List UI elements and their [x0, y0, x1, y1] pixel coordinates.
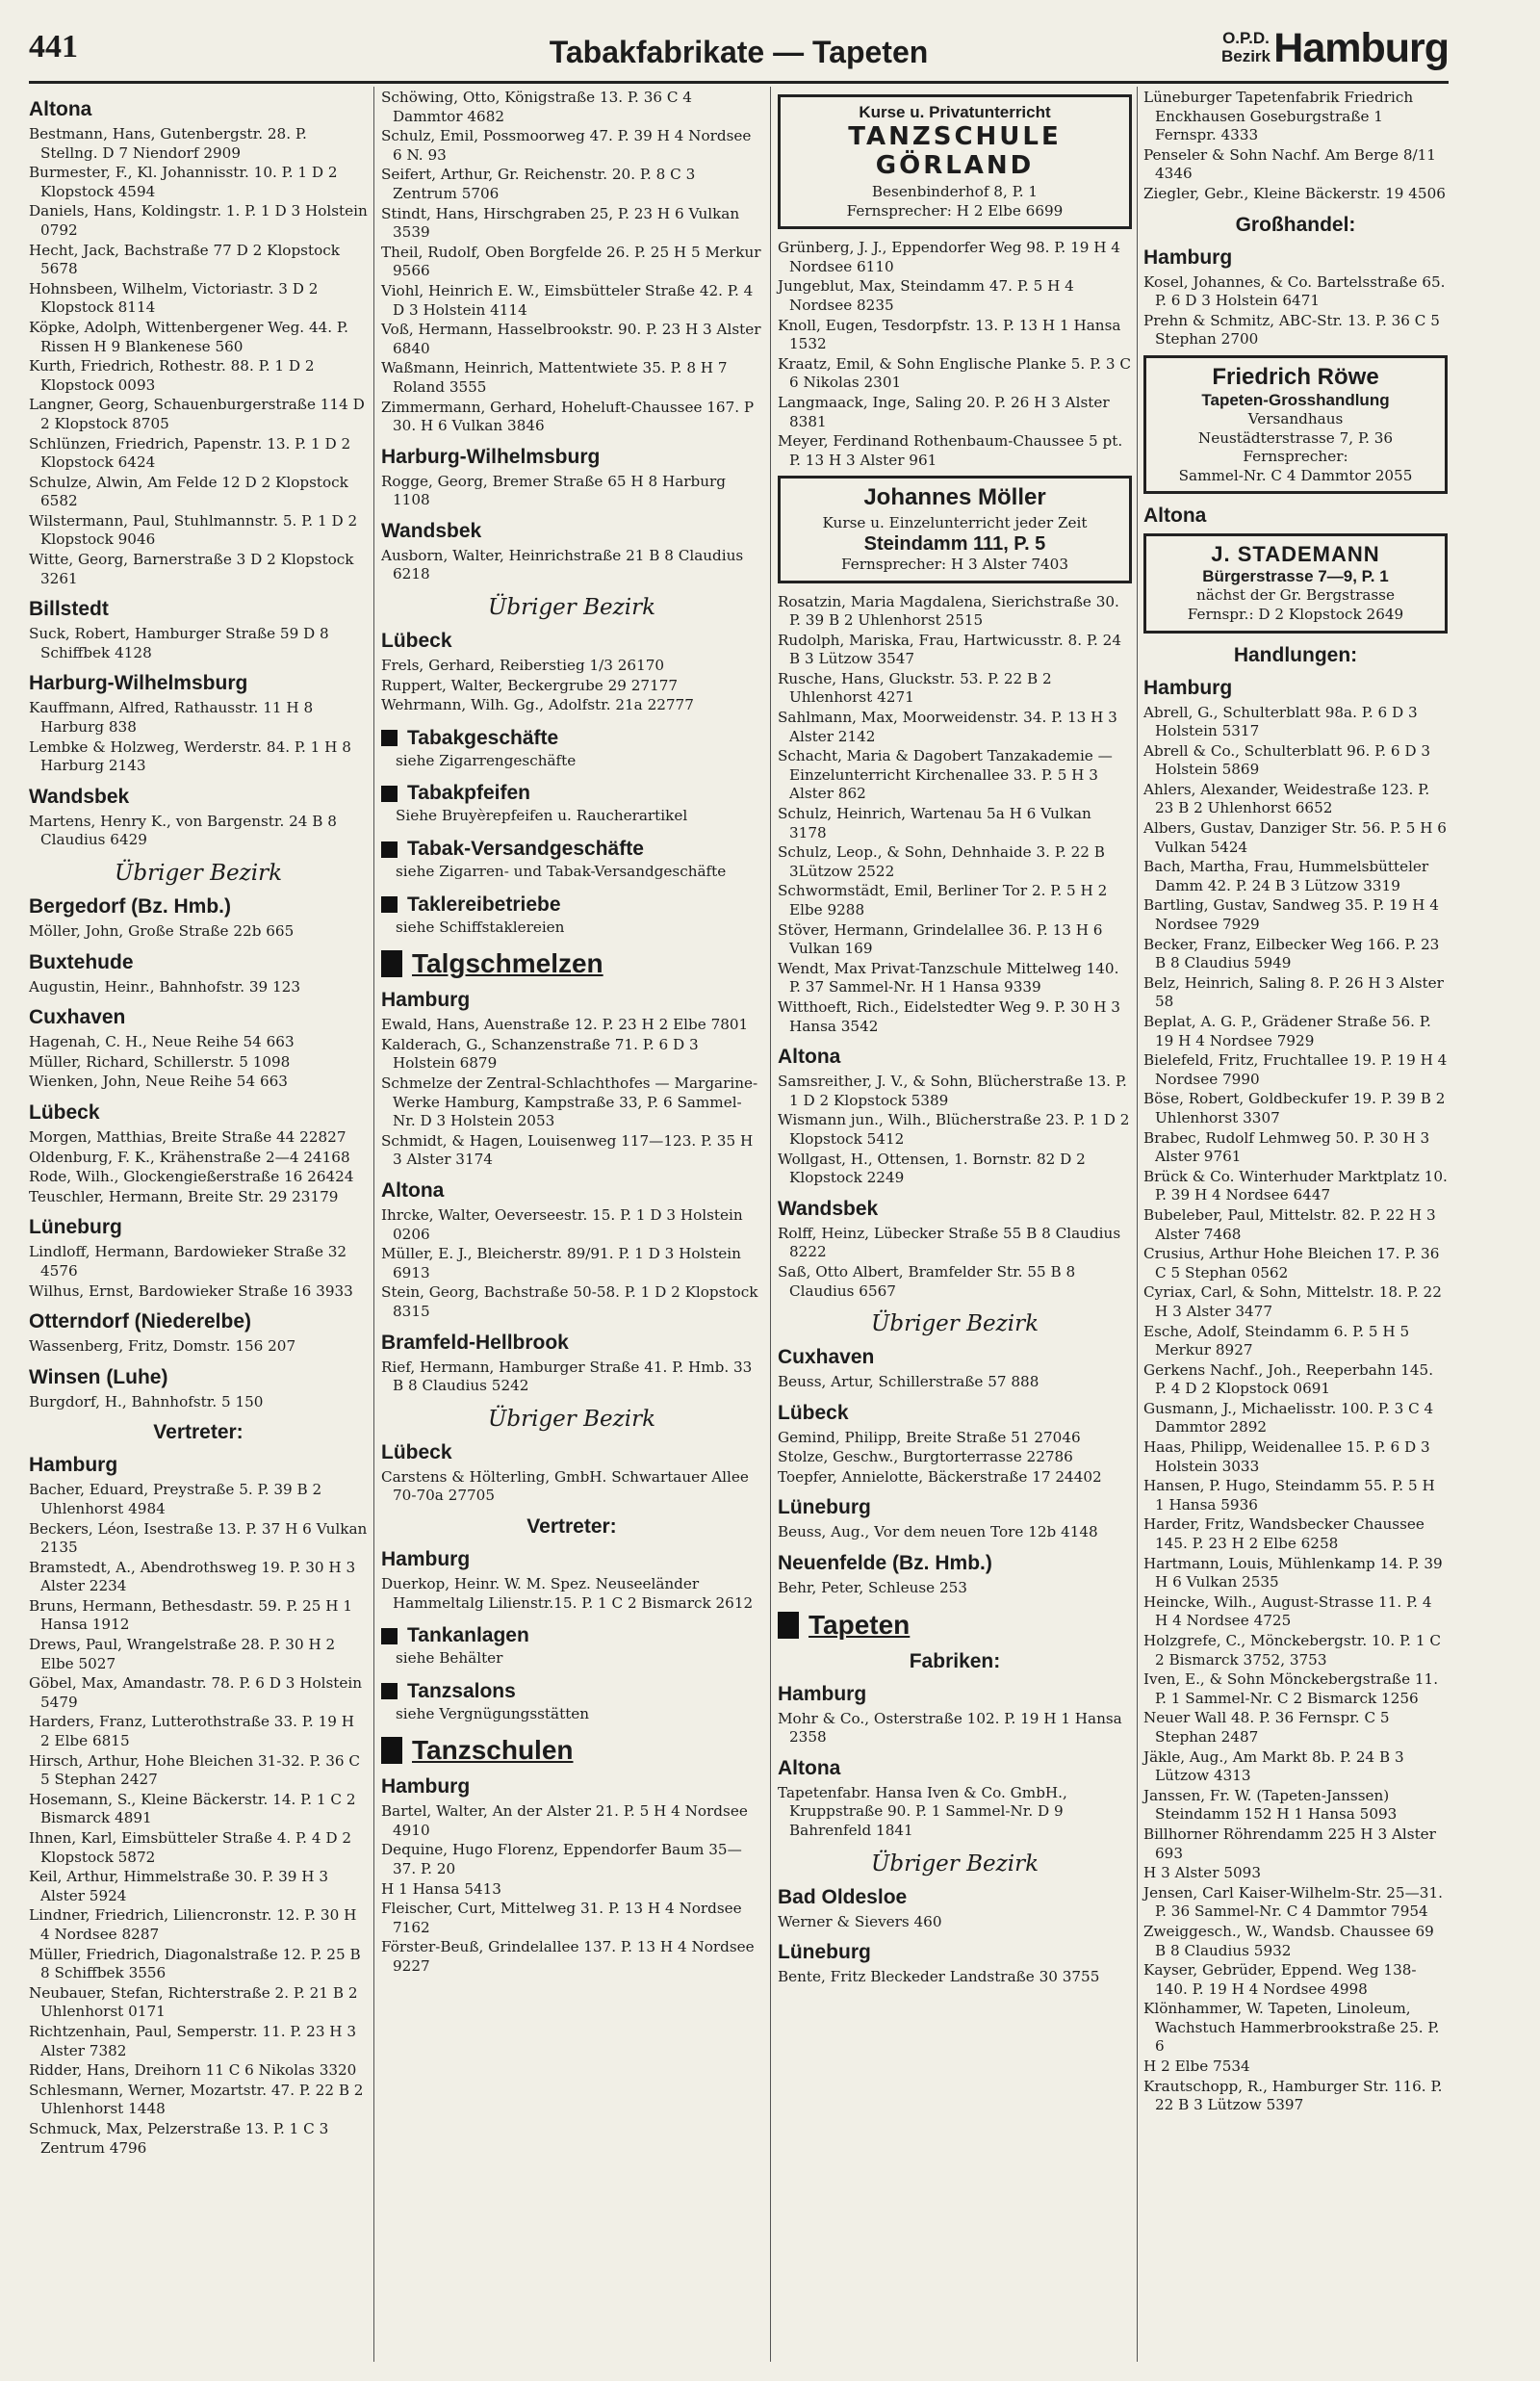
listing-entry: Mohr & Co., Osterstraße 102. P. 19 H 1 Hansa 2358 — [778, 1709, 1122, 1747]
column-rule — [770, 87, 771, 2362]
section-heading: Wandsbek — [381, 519, 482, 542]
square-bullet-icon — [381, 950, 402, 977]
listing-entry: Martens, Henry K., von Bargenstr. 24 B 8 Claudius 6429 — [29, 812, 337, 849]
category-heading — [381, 838, 762, 861]
listing-entry: Bielefeld, Fritz, Fruchtallee 19. P. 19 H 4 Nordsee 7990 — [1143, 1051, 1448, 1088]
listing-entry: Gusmann, J., Michaelisstr. 100. P. 3 C 4 Dammtor 2892 — [1143, 1399, 1434, 1436]
cross-reference: siehe Zigarren- und Tabak-Versandgeschäfte — [396, 863, 727, 881]
page-title: Tabakfabrikate — Tapeten — [549, 35, 929, 69]
category-heading — [381, 893, 762, 917]
listing-entry: Behr, Peter, Schleuse 253 — [778, 1579, 967, 1597]
listing-entry: Lindloff, Hermann, Bardowieker Straße 32 4576 — [29, 1243, 347, 1280]
category-title: Tankanlagen — [407, 1624, 529, 1647]
category-title: Taklereibetriebe — [407, 893, 561, 916]
listing-entry: Zimmermann, Gerhard, Hoheluft-Chaussee 167. P 30. H 6 Vulkan 3846 — [381, 398, 755, 435]
column-2 — [381, 89, 762, 1978]
section-heading: Lübeck — [29, 1100, 100, 1124]
category-title: Tapeten — [808, 1609, 911, 1640]
listing-entry: Schlünzen, Friedrich, Papenstr. 13. P. 1 D 2 Klopstock 6424 — [29, 434, 351, 472]
listing-entry: Dequine, Hugo Florenz, Eppendorfer Baum 35—37. P. 20 — [381, 1841, 742, 1878]
section-heading: Hamburg — [381, 1547, 471, 1570]
section-heading: Lübeck — [381, 1440, 452, 1463]
listing-entry: Ausborn, Walter, Heinrichstraße 21 B 8 Claudius 6218 — [381, 546, 744, 583]
listing-entry: Schulze, Alwin, Am Felde 12 D 2 Klopstock 6582 — [29, 473, 348, 510]
listing-entry: Zweiggesch., W., Wandsb. Chaussee 69 B 8 Claudius 5932 — [1143, 1922, 1434, 1959]
listing-entry: Müller, Richard, Schillerstr. 5 1098 — [29, 1052, 291, 1071]
column-3 — [778, 89, 1132, 1988]
opd-label: O.P.D. — [1222, 29, 1270, 47]
section-heading: Hamburg — [1143, 246, 1233, 269]
listing-entry: Bente, Fritz Bleckeder Landstraße 30 3755 — [778, 1968, 1100, 1986]
listing-entry: Iven, E., & Sohn Mönckebergstraße 11. P. 1 Sammel-Nr. C 2 Bismarck 1256 — [1143, 1670, 1439, 1707]
listing-entry: Wilstermann, Paul, Stuhlmannstr. 5. P. 1 D 2 Klopstock 9046 — [29, 511, 358, 549]
section-heading: Altona — [778, 1046, 841, 1069]
listing-entry: Penseler & Sohn Nachf. Am Berge 8/11 4346 — [1143, 145, 1436, 183]
category-heading — [381, 1680, 762, 1703]
section-heading: Harburg-Wilhelmsburg — [29, 672, 248, 695]
listing-entry: Crusius, Arthur Hohe Bleichen 17. P. 36 C 5 Stephan 0562 — [1143, 1245, 1440, 1281]
listing-entry: Wendt, Max Privat-Tanzschule Mittelweg 140. P. 37 Sammel-Nr. H 1 Hansa 9339 — [778, 959, 1119, 996]
listing-entry: Schulz, Leop., & Sohn, Dehnhaide 3. P. 22 B 3Lützow 2522 — [778, 843, 1105, 880]
ad-line: nächst der Gr. Bergstrasse — [1196, 586, 1395, 605]
ad-tanzschule-goerland — [778, 94, 1132, 229]
listing-entry: Brück & Co. Winterhuder Marktplatz 10. P. 39 H 4 Nordsee 6447 — [1143, 1167, 1448, 1204]
listing-entry: Beckers, Léon, Isestraße 13. P. 37 H 6 Vulkan 2135 — [29, 1519, 368, 1557]
ad-line: Fernsprecher: — [1243, 448, 1348, 466]
cross-reference: siehe Zigarrengeschäfte — [396, 751, 577, 769]
category-heading — [381, 727, 762, 750]
section-heading: Altona — [381, 1178, 445, 1202]
listing-entry: Schacht, Maria & Dagobert Tanzakademie — Einzelunterricht Kirchenallee 33. P. 5 H 3 Alster 862 — [778, 747, 1113, 803]
listing-entry: Wehrmann, Wilh. Gg., Adolfstr. 21a 22777 — [381, 696, 694, 714]
listing-entry: Kurth, Friedrich, Rothestr. 88. P. 1 D 2 Klopstock 0093 — [29, 357, 315, 394]
city-title: Hamburg — [1273, 25, 1449, 71]
listing-entry: Suck, Robert, Hamburger Straße 59 D 8 Schiffbek 4128 — [29, 625, 329, 661]
section-heading: Lüneburg — [778, 1496, 871, 1519]
listing-entry: Rudolph, Mariska, Frau, Hartwicusstr. 8. P. 24 B 3 Lützow 3547 — [778, 631, 1121, 668]
listing-entry: Burgdorf, H., Bahnhofstr. 5 150 — [29, 1392, 264, 1410]
listing-entry: Albers, Gustav, Danziger Str. 56. P. 5 H 6 Vulkan 5424 — [1143, 819, 1447, 856]
listing-entry: Kauffmann, Alfred, Rathausstr. 11 H 8 Harburg 838 — [29, 699, 314, 737]
listing-entry: Harder, Fritz, Wandsbecker Chaussee 145. P. 23 H 2 Elbe 6258 — [1143, 1515, 1424, 1553]
category-title: Tanzsalons — [407, 1679, 516, 1702]
listing-entry: Saß, Otto Albert, Bramfelder Str. 55 B 8 Claudius 6567 — [778, 1262, 1076, 1300]
listing-entry: Ridder, Hans, Dreihorn 11 C 6 Nikolas 3320 — [29, 2061, 357, 2080]
listing-entry: Krautschopp, R., Hamburger Str. 116. P. 22 B 3 Lützow 5397 — [1143, 2077, 1443, 2114]
square-bullet-icon — [381, 786, 398, 802]
listing-entry: Schmelze der Zentral-Schlachthofes — Margarine-Werke Hamburg, Kampstraße 33, P. 6 Sammel-Nr. D 3 Holstein 2053 — [381, 1074, 758, 1130]
section-heading: Lüneburg — [29, 1216, 122, 1239]
ad-line: Fernsprecher: H 3 Alster 7403 — [841, 555, 1068, 573]
section-heading: Otterndorf (Niederelbe) — [29, 1310, 252, 1333]
listing-entry: Wassenberg, Fritz, Domstr. 156 207 — [29, 1337, 296, 1356]
listing-entry: Bartel, Walter, An der Alster 21. P. 5 H 4 Nordsee 4910 — [381, 1802, 748, 1839]
category-heading — [381, 948, 762, 979]
listing-entry: Becker, Franz, Eilbecker Weg 166. P. 23 B 8 Claudius 5949 — [1143, 935, 1440, 972]
subsection-heading: Vertreter: — [526, 1514, 617, 1538]
ad-line: Friedrich Röwe — [1212, 363, 1379, 390]
listing-entry: Theil, Rudolf, Oben Borgfelde 26. P. 25 H 5 Merkur 9566 — [381, 243, 761, 280]
section-heading: Bramfeld-Hellbrook — [381, 1331, 569, 1354]
square-bullet-icon — [381, 730, 398, 746]
listing-entry: Abrell & Co., Schulterblatt 96. P. 6 D 3 Holstein 5869 — [1143, 741, 1431, 779]
listing-entry: Heincke, Wilh., August-Strasse 11. P. 4 H 4 Nordsee 4725 — [1143, 1592, 1432, 1630]
listing-entry: Müller, E. J., Bleicherstr. 89/91. P. 1 D 3 Holstein 6913 — [381, 1245, 741, 1281]
listing-entry: Seifert, Arthur, Gr. Reichenstr. 20. P. 8 C 3 Zentrum 5706 — [381, 166, 696, 202]
listing-entry: Witthoeft, Rich., Eidelstedter Weg 9. P. 30 H 3 Hansa 3542 — [778, 997, 1120, 1035]
listing-entry: Rief, Hermann, Hamburger Straße 41. P. Hmb. 33 B 8 Claudius 5242 — [381, 1358, 753, 1395]
listing-entry: Haas, Philipp, Weidenallee 15. P. 6 D 3 Holstein 3033 — [1143, 1438, 1430, 1475]
listing-entry: Voß, Hermann, Hasselbrookstr. 90. P. 23 H 3 Alster 6840 — [381, 321, 761, 357]
listing-entry: Kraatz, Emil, & Sohn Englische Planke 5. P. 3 C 6 Nikolas 2301 — [778, 354, 1131, 392]
ad-line: J. STADEMANN — [1211, 542, 1380, 567]
listing-entry: H 3 Alster 5093 — [1143, 1864, 1262, 1882]
listing-entry: Göbel, Max, Amandastr. 78. P. 6 D 3 Holstein 5479 — [29, 1674, 362, 1711]
district-label — [1221, 29, 1270, 65]
listing-entry: Schmuck, Max, Pelzerstraße 13. P. 1 C 3 Zentrum 4796 — [29, 2119, 329, 2157]
listing-entry: Schlesmann, Werner, Mozartstr. 47. P. 22 B 2 Uhlenhorst 1448 — [29, 2081, 364, 2118]
listing-entry: Beplat, A. G. P., Grädener Straße 56. P. 19 H 4 Nordsee 7929 — [1143, 1013, 1431, 1049]
listing-entry: Ihrcke, Walter, Oeverseestr. 15. P. 1 D 3 Holstein 0206 — [381, 1205, 743, 1243]
subsection-heading: Handlungen: — [1233, 643, 1358, 666]
cross-reference: siehe Schiffstaklereien — [396, 918, 565, 936]
listing-entry: Wollgast, H., Ottensen, 1. Bornstr. 82 D 2 Klopstock 2249 — [778, 1150, 1086, 1187]
section-heading: Winsen (Luhe) — [29, 1365, 168, 1388]
listing-entry: Richtzenhain, Paul, Semperstr. 11. P. 23 H 3 Alster 7382 — [29, 2022, 357, 2059]
listing-entry: Beuss, Artur, Schillerstraße 57 888 — [778, 1373, 1040, 1391]
ad-line: Kurse u. Einzelunterricht jeder Zeit — [822, 514, 1088, 532]
listing-entry: Bruns, Hermann, Bethesdastr. 59. P. 25 H 1 Hansa 1912 — [29, 1596, 352, 1634]
listing-entry: Cyriax, Carl, & Sohn, Mittelstr. 18. P. 22 H 3 Alster 3477 — [1143, 1283, 1442, 1320]
section-heading: Altona — [778, 1756, 841, 1779]
section-heading: Cuxhaven — [778, 1346, 875, 1369]
section-heading: Neuenfelde (Bz. Hmb.) — [778, 1552, 992, 1575]
ad-friedrich-roewe — [1143, 355, 1448, 494]
listing-entry: Kosel, Johannes, & Co. Bartelsstraße 65. P. 6 D 3 Holstein 6471 — [1143, 272, 1446, 310]
cross-reference: siehe Vergnügungsstätten — [396, 1704, 590, 1722]
listing-entry: Müller, Friedrich, Diagonalstraße 12. P. 25 B 8 Schiffbek 3556 — [29, 1945, 361, 1982]
listing-entry: Bacher, Eduard, Preystraße 5. P. 39 B 2 Uhlenhorst 4984 — [29, 1481, 322, 1517]
listing-entry: Beuss, Aug., Vor dem neuen Tore 12b 4148 — [778, 1523, 1098, 1541]
listing-entry: Stöver, Hermann, Grindelallee 36. P. 13 H 6 Vulkan 169 — [778, 920, 1103, 958]
listing-entry: Ruppert, Walter, Beckergrube 29 27177 — [381, 676, 679, 694]
listing-entry: Brabec, Rudolf Lehmweg 50. P. 30 H 3 Alster 9761 — [1143, 1128, 1430, 1166]
listing-entry: Augustin, Heinr., Bahnhofstr. 39 123 — [29, 977, 300, 996]
ad-line: Neustädterstrasse 7, P. 36 — [1197, 428, 1394, 447]
section-heading: Buxtehude — [29, 950, 134, 973]
listing-entry: Hagenah, C. H., Neue Reihe 54 663 — [29, 1033, 295, 1051]
listing-entry: Neubauer, Stefan, Richterstraße 2. P. 21 B 2 Uhlenhorst 0171 — [29, 1983, 358, 2021]
subsection-heading: Vertreter: — [153, 1421, 244, 1444]
listing-entry: Stolze, Geschw., Burgtorterrasse 22786 — [778, 1448, 1073, 1466]
category-heading — [381, 1735, 762, 1766]
ad-line: Bürgerstrasse 7—9, P. 1 — [1202, 567, 1389, 586]
cross-reference: siehe Behälter — [396, 1649, 503, 1668]
listing-entry: Billhorner Röhrendamm 225 H 3 Alster 693 — [1143, 1825, 1436, 1862]
category-heading — [381, 1624, 762, 1647]
listing-entry: Lüneburger Tapetenfabrik Friedrich Enckhausen Goseburgstraße 1 Fernspr. 4333 — [1143, 89, 1414, 144]
listing-entry: Schöwing, Otto, Königstraße 13. P. 36 C 4 Dammtor 4682 — [381, 89, 692, 125]
listing-entry: Schmidt, & Hagen, Louisenweg 117—123. P. 35 H 3 Alster 3174 — [381, 1131, 754, 1169]
ad-line: Versandhaus — [1247, 409, 1344, 427]
listing-entry: Rolff, Heinz, Lübecker Straße 55 B 8 Claudius 8222 — [778, 1224, 1121, 1261]
listing-entry: Hosemann, S., Kleine Bäckerstr. 14. P. 1 C 2 Bismarck 4891 — [29, 1790, 356, 1827]
listing-entry: Böse, Robert, Goldbeckufer 19. P. 39 B 2 Uhlenhorst 3307 — [1143, 1090, 1446, 1126]
listing-entry: Grünberg, J. J., Eppendorfer Weg 98. P. 19 H 4 Nordsee 6110 — [778, 239, 1120, 275]
listing-entry: Keil, Arthur, Himmelstraße 30. P. 39 H 3 Alster 5924 — [29, 1868, 329, 1904]
ad-line: Fernsprecher: H 2 Elbe 6699 — [846, 201, 1064, 220]
region-heading: Übriger Bezirk — [487, 1406, 656, 1432]
region-heading: Übriger Bezirk — [870, 1850, 1040, 1876]
subsection-heading: Großhandel: — [1235, 213, 1356, 236]
section-heading: Wandsbek — [29, 785, 130, 808]
section-heading: Wandsbek — [778, 1197, 879, 1220]
ad-line: GÖRLAND — [875, 151, 1035, 180]
category-title: Talgschmelzen — [412, 948, 603, 979]
listing-entry: Rogge, Georg, Bremer Straße 65 H 8 Harburg 1108 — [381, 472, 726, 509]
page-number: 441 — [29, 29, 78, 65]
listing-entry: Sahlmann, Max, Moorweidenstr. 34. P. 13 H 3 Alster 2142 — [778, 709, 1117, 745]
section-heading: Billstedt — [29, 598, 109, 621]
listing-entry: Toepfer, Annielotte, Bäckerstraße 17 24402 — [778, 1467, 1102, 1486]
listing-entry: Hirsch, Arthur, Hohe Bleichen 31-32. P. 36 C 5 Stephan 2427 — [29, 1751, 360, 1789]
page-header — [29, 21, 1449, 84]
region-heading: Übriger Bezirk — [114, 861, 283, 886]
listing-entry: Wismann jun., Wilh., Blücherstraße 23. P. 1 D 2 Klopstock 5412 — [778, 1111, 1130, 1148]
listing-entry: Prehn & Schmitz, ABC-Str. 13. P. 36 C 5 Stephan 2700 — [1143, 311, 1440, 349]
listing-entry: Wienken, John, Neue Reihe 54 663 — [29, 1073, 288, 1091]
listing-entry: Frels, Gerhard, Reiberstieg 1/3 26170 — [381, 657, 665, 675]
listing-entry: Bartling, Gustav, Sandweg 35. P. 19 H 4 Nordsee 7929 — [1143, 896, 1439, 934]
category-title: Tabakgeschäfte — [407, 726, 559, 749]
listing-entry: Hansen, P. Hugo, Steindamm 55. P. 5 H 1 Hansa 5936 — [1143, 1477, 1435, 1514]
section-heading: Hamburg — [778, 1682, 867, 1705]
column-rule — [1137, 87, 1138, 2362]
listing-entry: Kayser, Gebrüder, Eppend. Weg 138-140. P. 19 H 4 Nordsee 4998 — [1143, 1961, 1417, 1998]
section-heading: Hamburg — [1143, 676, 1233, 699]
section-heading: Lüneburg — [778, 1941, 871, 1964]
column-rule — [373, 87, 374, 2362]
subsection-heading: Fabriken: — [909, 1649, 1001, 1672]
column-1 — [29, 89, 368, 2159]
listing-entry: Rosatzin, Maria Magdalena, Sierichstraße 30. P. 39 B 2 Uhlenhorst 2515 — [778, 592, 1119, 630]
listing-entry: Esche, Adolf, Steindamm 6. P. 5 H 5 Merkur 8927 — [1143, 1322, 1410, 1359]
listing-entry: Jäkle, Aug., Am Markt 8b. P. 24 B 3 Lützow 4313 — [1143, 1747, 1404, 1785]
listing-entry: Stindt, Hans, Hirschgraben 25, P. 23 H 6 Vulkan 3539 — [381, 204, 740, 242]
square-bullet-icon — [778, 1612, 799, 1639]
listing-entry: Hecht, Jack, Bachstraße 77 D 2 Klopstock 5678 — [29, 241, 340, 278]
listing-entry: H 1 Hansa 5413 — [381, 1879, 501, 1898]
bezirk-label: Bezirk — [1220, 47, 1270, 65]
listing-entry: Stein, Georg, Bachstraße 50-58. P. 1 D 2 Klopstock 8315 — [381, 1283, 758, 1320]
listing-entry: Möller, John, Große Straße 22b 665 — [29, 922, 295, 940]
square-bullet-icon — [381, 1737, 402, 1764]
section-heading: Cuxhaven — [29, 1006, 126, 1029]
listing-entry: Harders, Franz, Lutterothstraße 33. P. 19 H 2 Elbe 6815 — [29, 1713, 354, 1750]
ad-j-stademann — [1143, 533, 1448, 633]
listing-entry: Bestmann, Hans, Gutenbergstr. 28. P. Stellng. D 7 Niendorf 2909 — [29, 125, 307, 162]
listing-entry: Carstens & Hölterling, GmbH. Schwartauer Allee 70-70a 27705 — [381, 1467, 749, 1505]
section-heading: Altona — [1143, 505, 1207, 528]
listing-entry: Ahlers, Alexander, Weidestraße 123. P. 23 B 2 Uhlenhorst 6652 — [1143, 780, 1430, 817]
listing-entry: Jungeblut, Max, Steindamm 47. P. 5 H 4 Nordsee 8235 — [778, 277, 1074, 314]
listing-entry: Langmaack, Inge, Saling 20. P. 26 H 3 Alster 8381 — [778, 393, 1110, 430]
ad-line: TANZSCHULE — [848, 122, 1062, 151]
section-heading: Bad Oldesloe — [778, 1885, 908, 1908]
ad-line: Besenbinderhof 8, P. 1 — [871, 183, 1039, 200]
section-heading: Hamburg — [381, 1775, 471, 1799]
section-heading: Hamburg — [381, 989, 471, 1012]
listing-entry: Schulz, Emil, Possmoorweg 47. P. 39 H 4 Nordsee 6 N. 93 — [381, 127, 752, 164]
square-bullet-icon — [381, 896, 398, 913]
ad-line: Tapeten-Grosshandlung — [1201, 390, 1390, 409]
section-heading: Bergedorf (Bz. Hmb.) — [29, 895, 231, 918]
section-heading: Hamburg — [29, 1454, 118, 1477]
category-title: Tabakpfeifen — [407, 782, 530, 805]
section-heading: Lübeck — [778, 1401, 849, 1424]
region-heading: Übriger Bezirk — [487, 595, 656, 621]
category-title: Tanzschulen — [412, 1735, 574, 1766]
listing-entry: Neuer Wall 48. P. 36 Fernspr. C 5 Stephan 2487 — [1143, 1709, 1390, 1746]
ad-johannes-moeller — [778, 476, 1132, 582]
listing-entry: Holzgrefe, C., Mönckebergstr. 10. P. 1 C 2 Bismarck 3752, 3753 — [1143, 1632, 1441, 1669]
section-heading: Harburg-Wilhelmsburg — [381, 445, 601, 468]
listing-entry: Tapetenfabr. Hansa Iven & Co. GmbH., Kruppstraße 90. P. 1 Sammel-Nr. D 9 Bahrenfeld 1841 — [778, 1783, 1067, 1840]
listing-entry: Kalderach, G., Schanzenstraße 71. P. 6 D 3 Holstein 6879 — [381, 1035, 699, 1073]
listing-entry: Schulz, Heinrich, Wartenau 5a H 6 Vulkan 3178 — [778, 805, 1091, 841]
listing-entry: Werner & Sievers 460 — [778, 1912, 942, 1930]
category-heading — [778, 1610, 1132, 1641]
listing-entry: Ihnen, Karl, Eimsbütteler Straße 4. P. 4 D 2 Klopstock 5872 — [29, 1829, 351, 1866]
listing-entry: Hohnsbeen, Wilhelm, Victoriastr. 3 D 2 Klopstock 8114 — [29, 279, 319, 317]
section-heading: Lübeck — [381, 630, 452, 653]
section-heading: Altona — [29, 98, 92, 120]
ad-line: Fernspr.: D 2 Klopstock 2649 — [1187, 605, 1404, 623]
listing-entry: Lembke & Holzweg, Werderstr. 84. P. 1 H 8 Harburg 2143 — [29, 738, 351, 775]
listing-entry: Langner, Georg, Schauenburgerstraße 114 D 2 Klopstock 8705 — [29, 396, 365, 432]
listing-entry: Burmester, F., Kl. Johannisstr. 10. P. 1 D 2 Klopstock 4594 — [29, 164, 338, 200]
listing-entry: Köpke, Adolph, Wittenbergener Weg. 44. P. Rissen H 9 Blankenese 560 — [29, 318, 348, 355]
listing-entry: Morgen, Matthias, Breite Straße 44 22827 — [29, 1127, 346, 1146]
square-bullet-icon — [381, 841, 398, 858]
square-bullet-icon — [381, 1628, 398, 1644]
listing-entry: Gerkens Nachf., Joh., Reeperbahn 145. P. 4 D 2 Klopstock 0691 — [1143, 1360, 1434, 1398]
listing-entry: Bubeleber, Paul, Mittelstr. 82. P. 22 H 3 Alster 7468 — [1143, 1205, 1436, 1243]
listing-entry: Rusche, Hans, Gluckstr. 53. P. 22 B 2 Uhlenhorst 4271 — [778, 669, 1052, 707]
ad-line: Sammel-Nr. C 4 Dammtor 2055 — [1178, 466, 1413, 484]
listing-entry: Waßmann, Heinrich, Mattentwiete 35. P. 8 H 7 Roland 3555 — [381, 359, 728, 396]
listing-entry: Abrell, G., Schulterblatt 98a. P. 6 D 3 Holstein 5317 — [1143, 703, 1418, 740]
listing-entry: Hartmann, Louis, Mühlenkamp 14. P. 39 H 6 Vulkan 2535 — [1143, 1554, 1443, 1592]
listing-entry: Janssen, Fr. W. (Tapeten-Janssen) Steindamm 152 H 1 Hansa 5093 — [1143, 1786, 1398, 1824]
listing-entry: H 2 Elbe 7534 — [1143, 2057, 1250, 2076]
listing-entry: Lindner, Friedrich, Liliencronstr. 12. P. 30 H 4 Nordsee 8287 — [29, 1906, 357, 1943]
listing-entry: Samsreither, J. V., & Sohn, Blücherstraße 13. P. 1 D 2 Klopstock 5389 — [778, 1073, 1127, 1109]
listing-entry: Schwormstädt, Emil, Berliner Tor 2. P. 5 H 2 Elbe 9288 — [778, 882, 1108, 919]
listing-entry: Bach, Martha, Frau, Hummelsbütteler Damm 42. P. 24 B 3 Lützow 3319 — [1143, 858, 1429, 894]
column-4 — [1143, 89, 1448, 2116]
listing-entry: Förster-Beuß, Grindelallee 137. P. 13 H 4 Nordsee 9227 — [381, 1938, 755, 1976]
listing-entry: Belz, Heinrich, Saling 8. P. 26 H 3 Alster 58 — [1143, 973, 1444, 1011]
region-heading: Übriger Bezirk — [870, 1311, 1040, 1337]
category-heading — [381, 782, 762, 805]
square-bullet-icon — [381, 1683, 398, 1699]
listing-entry: Gemind, Philipp, Breite Straße 51 27046 — [778, 1428, 1081, 1446]
listing-entry: Drews, Paul, Wrangelstraße 28. P. 30 H 2 Elbe 5027 — [29, 1636, 336, 1672]
listing-entry: Daniels, Hans, Koldingstr. 1. P. 1 D 3 Holstein 0792 — [29, 202, 368, 239]
listing-entry: Klönhammer, W. Tapeten, Linoleum, Wachstuch Hammerbrookstraße 25. P. 6 — [1143, 2000, 1440, 2056]
ad-line: Steindamm 111, P. 5 — [863, 532, 1046, 555]
listing-entry: Fleischer, Curt, Mittelweg 31. P. 13 H 4 Nordsee 7162 — [381, 1900, 742, 1936]
listing-entry: Oldenburg, F. K., Krähenstraße 2—4 24168 — [29, 1148, 350, 1166]
listing-entry: Teuschler, Hermann, Breite Str. 29 23179 — [29, 1187, 339, 1205]
listing-entry: Bramstedt, A., Abendrothsweg 19. P. 30 H 3 Alster 2234 — [29, 1558, 356, 1595]
listing-entry: Rode, Wilh., Glockengießerstraße 16 26424 — [29, 1168, 354, 1186]
category-title: Tabak-Versandgeschäfte — [407, 838, 644, 861]
listing-entry: Ziegler, Gebr., Kleine Bäckerstr. 19 4506 — [1143, 184, 1446, 202]
cross-reference: Siehe Bruyèrepfeifen u. Raucherartikel — [396, 807, 688, 825]
ad-line: Johannes Möller — [863, 484, 1046, 511]
listing-entry: Wilhus, Ernst, Bardowieker Straße 16 3933 — [29, 1281, 353, 1300]
listing-entry: Duerkop, Heinr. W. M. Spez. Neuseeländer Hammeltalg Lilienstr.15. P. 1 C 2 Bismarck 2612 — [381, 1574, 754, 1612]
listing-entry: Jensen, Carl Kaiser-Wilhelm-Str. 25—31. P. 36 Sammel-Nr. C 4 Dammtor 7954 — [1143, 1883, 1443, 1921]
listing-entry: Viohl, Heinrich E. W., Eimsbütteler Straße 42. P. 4 D 3 Holstein 4114 — [381, 281, 754, 319]
listing-entry: Ewald, Hans, Auenstraße 12. P. 23 H 2 Elbe 7801 — [381, 1016, 749, 1034]
listing-entry: Meyer, Ferdinand Rothenbaum-Chaussee 5 pt. P. 13 H 3 Alster 961 — [778, 432, 1123, 469]
listing-entry: Witte, Georg, Barnerstraße 3 D 2 Klopstock 3261 — [29, 551, 354, 587]
ad-line: Kurse u. Privatunterricht — [859, 103, 1051, 121]
listing-entry: Knoll, Eugen, Tesdorpfstr. 13. P. 13 H 1 Hansa 1532 — [778, 316, 1121, 353]
